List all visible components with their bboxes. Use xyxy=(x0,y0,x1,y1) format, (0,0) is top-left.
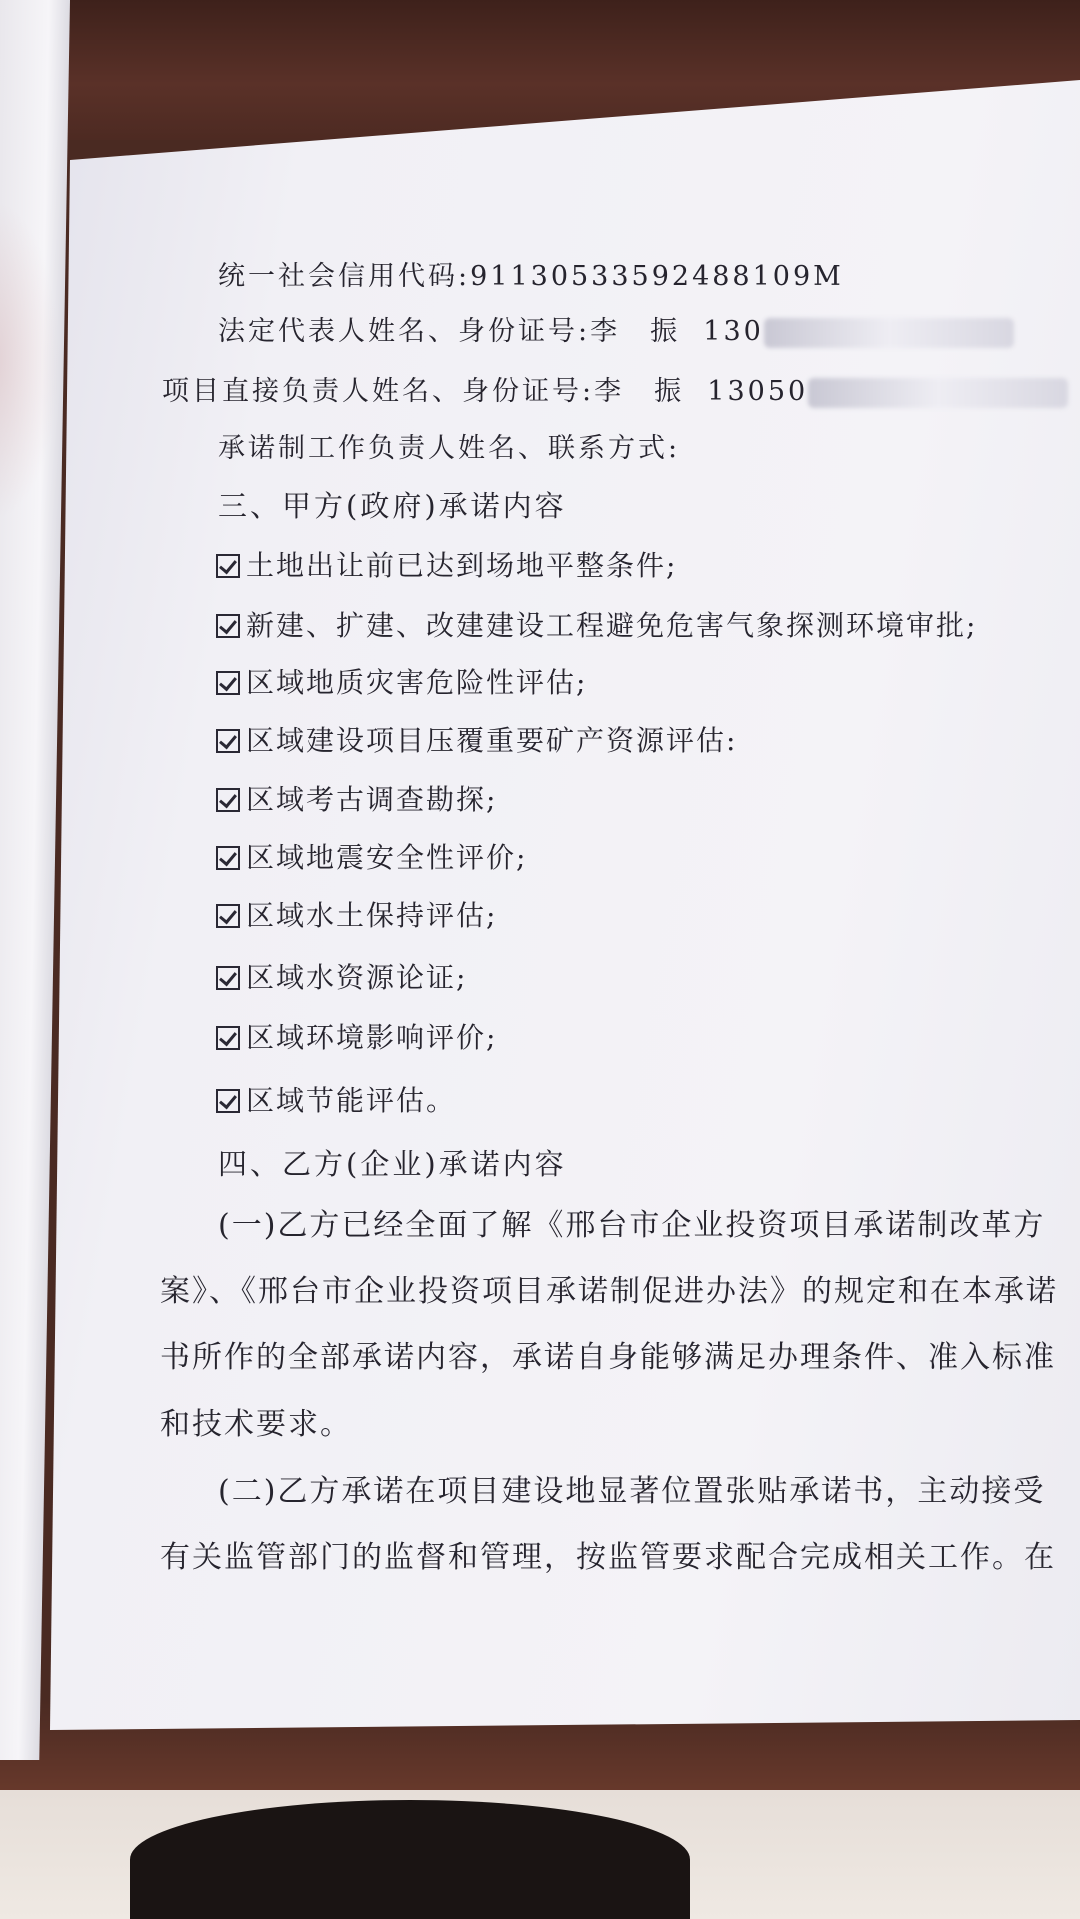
check-item: 区域水资源论证; xyxy=(216,960,467,996)
paragraph-line: 有关监管部门的监督和管理，按监管要求配合完成相关工作。在 xyxy=(160,1540,1056,1575)
paragraph-line: (二)乙方承诺在项目建设地显著位置张贴承诺书，主动接受 xyxy=(218,1474,1046,1509)
project-lead-id: 13050 xyxy=(707,376,809,407)
section-three-title: 三、甲方(政府)承诺内容 xyxy=(218,489,567,523)
legal-rep-label: 法定代表人姓名、身份证号: xyxy=(218,316,591,347)
redaction-blur xyxy=(808,378,1068,408)
check-item: 新建、扩建、改建建设工程避免危害气象探测环境审批; xyxy=(216,608,977,644)
paragraph-line: (一)乙方已经全面了解《邢台市企业投资项目承诺制改革方 xyxy=(218,1208,1046,1243)
check-item: 区域考古调查勘探; xyxy=(216,782,497,818)
checkbox-checked-icon xyxy=(216,614,240,638)
project-lead-line xyxy=(162,375,1068,409)
paragraph-line: 和技术要求。 xyxy=(160,1407,352,1442)
checkbox-checked-icon xyxy=(216,554,240,578)
checkbox-checked-icon xyxy=(216,671,240,695)
commitment-contact-label: 承诺制工作负责人姓名、联系方式: xyxy=(218,433,681,464)
check-item: 区域节能评估。 xyxy=(216,1083,456,1119)
redaction-blur xyxy=(764,318,1014,348)
paragraph-line: 书所作的全部承诺内容，承诺自身能够满足办理条件、准入标准 xyxy=(160,1340,1056,1375)
checkbox-checked-icon xyxy=(216,1026,240,1050)
credit-code-value: 91130533592488109M xyxy=(470,261,844,292)
check-item: 区域地质灾害危险性评估; xyxy=(216,665,587,701)
check-item: 区域环境影响评价; xyxy=(216,1020,497,1056)
checkbox-checked-icon xyxy=(216,729,240,753)
checkbox-checked-icon xyxy=(216,1089,240,1113)
legal-rep-line xyxy=(218,315,1014,349)
section-four-title: 四、乙方(企业)承诺内容 xyxy=(218,1147,567,1181)
credit-code-label: 统一社会信用代码: xyxy=(218,261,471,292)
check-item: 区域水土保持评估; xyxy=(216,898,497,934)
commitment-contact-line xyxy=(218,432,680,466)
photographer-shadow xyxy=(130,1800,690,1919)
legal-rep-id: 130 xyxy=(703,316,764,347)
check-item: 区域地震安全性评价; xyxy=(216,840,527,876)
legal-rep-name: 李 振 xyxy=(590,316,681,347)
paragraph-line: 案》、《邢台市企业投资项目承诺制促进办法》的规定和在本承诺 xyxy=(160,1274,1058,1309)
check-item: 土地出让前已达到场地平整条件; xyxy=(216,548,677,584)
checkbox-checked-icon xyxy=(216,788,240,812)
check-item: 区域建设项目压覆重要矿产资源评估: xyxy=(216,723,737,759)
credit-code-line xyxy=(218,260,844,294)
project-lead-label: 项目直接负责人姓名、身份证号: xyxy=(162,376,595,407)
checkbox-checked-icon xyxy=(216,966,240,990)
checkbox-checked-icon xyxy=(216,846,240,870)
project-lead-name: 李 振 xyxy=(594,376,685,407)
checkbox-checked-icon xyxy=(216,904,240,928)
